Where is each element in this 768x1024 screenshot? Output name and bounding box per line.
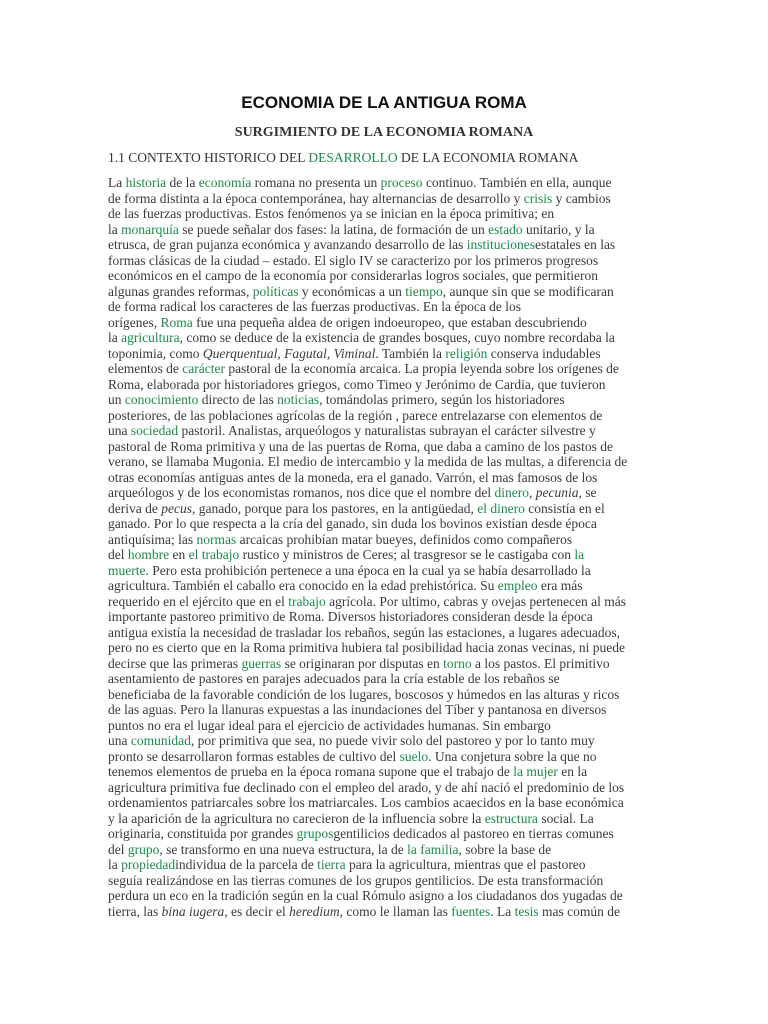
text-link[interactable]: estado	[488, 221, 523, 237]
plain-text: , se	[578, 485, 597, 500]
plain-text: deriva de	[108, 500, 162, 516]
body-line	[108, 857, 586, 873]
plain-text: gentilicios dedicados al pastoreo en tierras comunes	[333, 826, 614, 841]
text-link[interactable]: hombre	[127, 547, 170, 562]
plain-text: La	[108, 175, 126, 190]
plain-text: se originaran por disputas en	[281, 655, 444, 671]
plain-text: , como le llaman las	[339, 903, 452, 919]
plain-text: ordenamientos patriarcales sobre los matriarcales. Los cambios acaecidos en la base económica	[108, 795, 624, 810]
plain-text: conserva indudables	[487, 345, 601, 361]
plain-text: asentamiento de pastores en parajes adecuados para la cría estable de los rebaños se	[108, 671, 560, 686]
text-link[interactable]: el dinero	[477, 500, 525, 516]
body-line	[108, 439, 613, 455]
plain-text: agrícola. Por ultimo, cabras y ovejas pertenecen al más	[325, 593, 627, 609]
plain-text: , se transformo en una nueva estructura, la de	[159, 841, 408, 857]
plain-text: decirse que las primeras	[108, 655, 242, 671]
body-line	[108, 718, 551, 734]
plain-text: a los pastos. El primitivo	[471, 655, 610, 671]
text-link[interactable]: religión	[445, 345, 488, 361]
plain-text: , como se deduce de la existencia de grandes bosques, cuyo nombre recordaba la	[179, 330, 615, 345]
body-line	[108, 485, 597, 501]
body-line	[108, 253, 598, 269]
plain-text: y la aparición de la agricultura no carecieron de la influencia sobre la	[108, 810, 485, 826]
plain-text: ganado. Por lo que respecta a la cría del ganado, sin duda los bovinos existían desde época	[108, 516, 597, 531]
text-link[interactable]: propiedad	[121, 857, 176, 872]
plain-text: estatales en las	[534, 237, 616, 252]
plain-text: fue una pequeña aldea de origen indoeuropeo, que estaban descubriendo	[192, 314, 587, 330]
plain-text: en la	[557, 764, 588, 779]
text-link[interactable]: proceso	[380, 175, 423, 190]
body-line	[108, 501, 605, 517]
body-line	[108, 904, 620, 920]
plain-text: posteriores, de las poblaciones agrícolas de la región , parece entrelazarse con elementos de	[108, 407, 603, 423]
plain-text: pastoril. Analistas, arqueólogos y naturalistas subrayan el carácter silvestre y	[178, 423, 596, 438]
body-line	[108, 284, 614, 300]
plain-text: de la	[166, 175, 199, 190]
text-link[interactable]: historia	[125, 175, 167, 190]
text-link[interactable]: crisis	[523, 190, 553, 206]
plain-text: la	[108, 330, 122, 345]
plain-text: antiquísima; las	[108, 531, 197, 547]
plain-text: DE LA ECONOMIA ROMANA	[397, 150, 579, 165]
plain-text: la	[108, 857, 122, 872]
body-line	[108, 516, 597, 532]
text-link[interactable]: fuentes	[451, 903, 491, 919]
plain-text: social. La	[537, 810, 594, 826]
plain-text: pastoral de la economía arcaica. La propia leyenda sobre los orígenes de	[224, 361, 619, 376]
body-line	[108, 795, 624, 811]
text-link[interactable]: carácter	[182, 361, 225, 376]
plain-text: individua de la parcela de	[175, 857, 318, 872]
plain-text: ,	[529, 485, 536, 500]
text-link[interactable]: la	[574, 547, 585, 562]
plain-text: . La	[490, 903, 515, 919]
plain-text: tenemos elementos de prueba en la época romana supone que el trabajo de	[108, 764, 514, 779]
body-line	[108, 842, 551, 858]
plain-text: pero no es cierto que en la Roma primitiva hubiera tal posibilidad hacia zonas vecinas, ni puede	[108, 640, 625, 655]
body-line	[108, 749, 597, 765]
text-link[interactable]: instituciones	[466, 237, 535, 252]
text-link[interactable]: la familia	[407, 841, 459, 857]
text-link[interactable]: noticias	[277, 392, 320, 407]
body-line	[108, 702, 606, 718]
plain-text: verano, se llamaba Mugonia. El medio de intercambio y la medida de las multas, a diferencia de	[108, 454, 628, 469]
body-line	[108, 361, 619, 377]
plain-text: directo de las	[198, 392, 278, 407]
plain-text: , sobre la base de	[458, 841, 552, 857]
section-heading	[108, 148, 578, 168]
plain-text: 1.1 CONTEXTO HISTORICO DEL	[108, 150, 309, 165]
body-line	[108, 315, 587, 331]
text-link[interactable]: economía	[198, 175, 252, 190]
plain-text: de forma radical los caracteres de las fuerzas productivas. En la época de los	[108, 299, 522, 314]
body-line	[108, 547, 584, 563]
body-line	[108, 609, 593, 625]
plain-text: . Una conjetura sobre la que no	[428, 748, 597, 764]
body-line	[108, 888, 623, 904]
body-line	[108, 764, 587, 780]
body-line	[108, 377, 606, 393]
document-subtitle: SURGIMIENTO DE LA ECONOMIA ROMANA	[234, 125, 534, 140]
body-line	[108, 237, 615, 253]
body-line	[108, 470, 597, 486]
text-link[interactable]: estructura	[484, 810, 538, 826]
plain-text: es decir el	[227, 903, 290, 919]
body-line	[108, 175, 611, 191]
body-line	[108, 392, 565, 408]
plain-text: , por primitiva que sea, no puede vivir solo del pastoreo y por lo tanto muy	[190, 733, 595, 748]
plain-text: beneficiaba de la favorable condición de los lugares, boscosos y húmedos en las alturas y ricos	[108, 686, 620, 702]
plain-text: orígenes,	[108, 314, 161, 330]
body-line	[108, 563, 591, 579]
plain-text: agricultura. También el caballo era conocido en la edad prehistórica. Su	[108, 578, 498, 593]
emphasis-text: bina iugera,	[161, 903, 228, 919]
emphasis-text: pecus	[161, 500, 192, 516]
plain-text: de forma distinta a la época contemporánea, hay alternancias de desarrollo y	[108, 190, 524, 206]
plain-text: continuo. También en ella, aunque	[422, 175, 612, 190]
body-line	[108, 671, 560, 687]
body-line	[108, 454, 627, 470]
text-link[interactable]: grupo	[127, 841, 160, 857]
body-line	[108, 346, 601, 362]
plain-text: de las aguas. Pero la llanuras expuestas a las inundaciones del Tíber y pantanosa en diversos	[108, 702, 607, 717]
text-link[interactable]: tierra	[317, 857, 346, 872]
plain-text: un	[108, 392, 125, 407]
plain-text: de las fuerzas productivas. Estos fenómenos ya se inician en la época primitiva; en	[108, 206, 555, 221]
body-line	[108, 640, 625, 656]
plain-text: . También la	[375, 345, 446, 361]
document-title: ECONOMIA DE LA ANTIGUA ROMA	[241, 93, 527, 112]
body-line	[108, 826, 614, 842]
body-line	[108, 625, 620, 641]
plain-text: mas común de	[538, 903, 621, 919]
text-link[interactable]: tesis	[514, 903, 539, 919]
plain-text: y económicas a un	[298, 283, 406, 299]
plain-text: se puede señalar dos fases: la latina, de formación de un	[178, 221, 489, 237]
text-link[interactable]: normas	[196, 531, 237, 547]
body-line	[108, 408, 602, 424]
plain-text: requerido en el ejército que en el	[108, 593, 289, 609]
text-link[interactable]: DESARROLLO	[308, 150, 398, 165]
body-line	[108, 687, 619, 703]
text-link[interactable]: trabajo	[288, 593, 326, 609]
body-line	[108, 656, 610, 672]
text-link[interactable]: agricultura	[121, 330, 180, 345]
plain-text: toponimia, como	[108, 345, 203, 361]
body-line	[108, 780, 624, 796]
plain-text: antigua existía la necesidad de trasladar los rebaños, según las estaciones, a lugares adecuados,	[108, 624, 621, 640]
plain-text: agricultura primitiva fue declinado con el empleo del arado, y de ahí nació el predominio de los	[108, 779, 625, 795]
body-line	[108, 191, 611, 207]
plain-text: , aunque sin que se modificaran	[442, 283, 614, 299]
plain-text: otras economías antiguas antes de la moneda, era el ganado. Varrón, el mas famosos de los	[108, 469, 598, 485]
body-line	[108, 206, 554, 222]
plain-text: y cambios	[552, 190, 611, 206]
plain-text: arcaicas prohibían matar bueyes, definidos como compañeros	[236, 531, 573, 547]
plain-text: unitario, y la	[522, 221, 595, 237]
plain-text: etrusca, de gran pujanza económica y avanzando desarrollo de las	[108, 237, 467, 252]
text-link[interactable]: empleo	[497, 578, 538, 593]
plain-text: seguía realizándose en las tierras comunes de los grupos gentilicios. De esta transformación	[108, 872, 604, 888]
text-link[interactable]: monarquía	[121, 221, 179, 237]
plain-text: , ganado, porque para los pastores, en la antigüedad,	[191, 500, 478, 516]
plain-text: arqueólogos y de los economistas romanos, nos dice que el nombre del	[108, 485, 495, 500]
plain-text: importante pastoreo primitivo de Roma. Diversos historiadores consideran desde la época	[108, 609, 593, 624]
body-line	[108, 268, 598, 284]
plain-text: pronto se desarrollaron formas estables de cultivo del	[108, 748, 400, 764]
text-link[interactable]: grupos	[296, 826, 334, 841]
text-link[interactable]: guerras	[241, 655, 282, 671]
text-link[interactable]: el trabajo	[188, 547, 240, 562]
text-link[interactable]: muerte	[108, 562, 146, 578]
plain-text: algunas grandes reformas,	[108, 283, 253, 299]
plain-text: del	[108, 841, 128, 857]
body-line	[108, 222, 595, 238]
text-link[interactable]: conocimiento	[124, 392, 199, 407]
text-link[interactable]: comunidad	[130, 733, 191, 748]
emphasis-text: heredium	[289, 903, 340, 919]
plain-text: puntos no era el lugar ideal para el ejercicio de actividades humanas. Sin embargo	[108, 717, 551, 733]
plain-text: una	[108, 733, 131, 748]
text-link[interactable]: sociedad	[130, 423, 179, 438]
emphasis-text: pecunia	[535, 485, 579, 500]
body-text	[108, 175, 668, 919]
body-line	[108, 423, 596, 439]
body-line	[108, 578, 583, 594]
body-line	[108, 299, 521, 315]
plain-text: . Pero esta prohibición pertenece a una época en la cual ya se había desarrollado la	[145, 562, 591, 578]
plain-text: romana no presenta un	[251, 175, 381, 190]
plain-text: era más	[537, 578, 583, 593]
plain-text: económicos en el campo de la economía por considerarlas logros sociales, que permitieron	[108, 268, 598, 283]
text-link[interactable]: suelo	[399, 748, 429, 764]
body-line	[108, 594, 626, 610]
emphasis-text: Querquentual, Fagutal, Viminal	[202, 345, 376, 361]
body-line	[108, 811, 594, 827]
plain-text: originaria, constituida por grandes	[108, 826, 297, 841]
body-line	[108, 330, 615, 346]
plain-text: pastoral de Roma primitiva y una de las puertas de Roma, que daba a camino de los pastos de	[108, 438, 613, 454]
plain-text: para la agricultura, mientras que el pastoreo	[345, 857, 586, 872]
plain-text: una	[108, 423, 131, 438]
plain-text: la	[108, 221, 122, 237]
plain-text: elementos de	[108, 361, 183, 376]
plain-text: Roma, elaborada por historiadores griegos, como Timeo y Jerónimo de Cardia, que tuvieron	[108, 376, 606, 392]
plain-text: consistía en el	[524, 500, 605, 516]
plain-text: , tomándolas primero, según los historiadores	[319, 392, 565, 407]
plain-text: rustico y ministros de Ceres; al trasgresor se le castigaba con	[239, 547, 575, 562]
text-link[interactable]: políticas	[252, 283, 299, 299]
body-line	[108, 532, 572, 548]
plain-text: perdura un eco en la tradición según en la cual Rómulo asigno a los ciudadanos dos yugadas de	[108, 888, 623, 903]
plain-text: del	[108, 547, 128, 562]
plain-text: tierra, las	[108, 903, 162, 919]
body-line	[108, 873, 603, 889]
text-link[interactable]: dinero	[494, 485, 530, 500]
text-link[interactable]: la mujer	[513, 764, 558, 779]
text-link[interactable]: Roma	[160, 314, 193, 330]
text-link[interactable]: torno	[443, 655, 472, 671]
plain-text: en	[169, 547, 189, 562]
plain-text: formas clásicas de la ciudad – estado. El siglo IV se caracterizo por los primeros progresos	[108, 252, 599, 268]
text-link[interactable]: tiempo	[405, 283, 443, 299]
body-line	[108, 733, 595, 749]
